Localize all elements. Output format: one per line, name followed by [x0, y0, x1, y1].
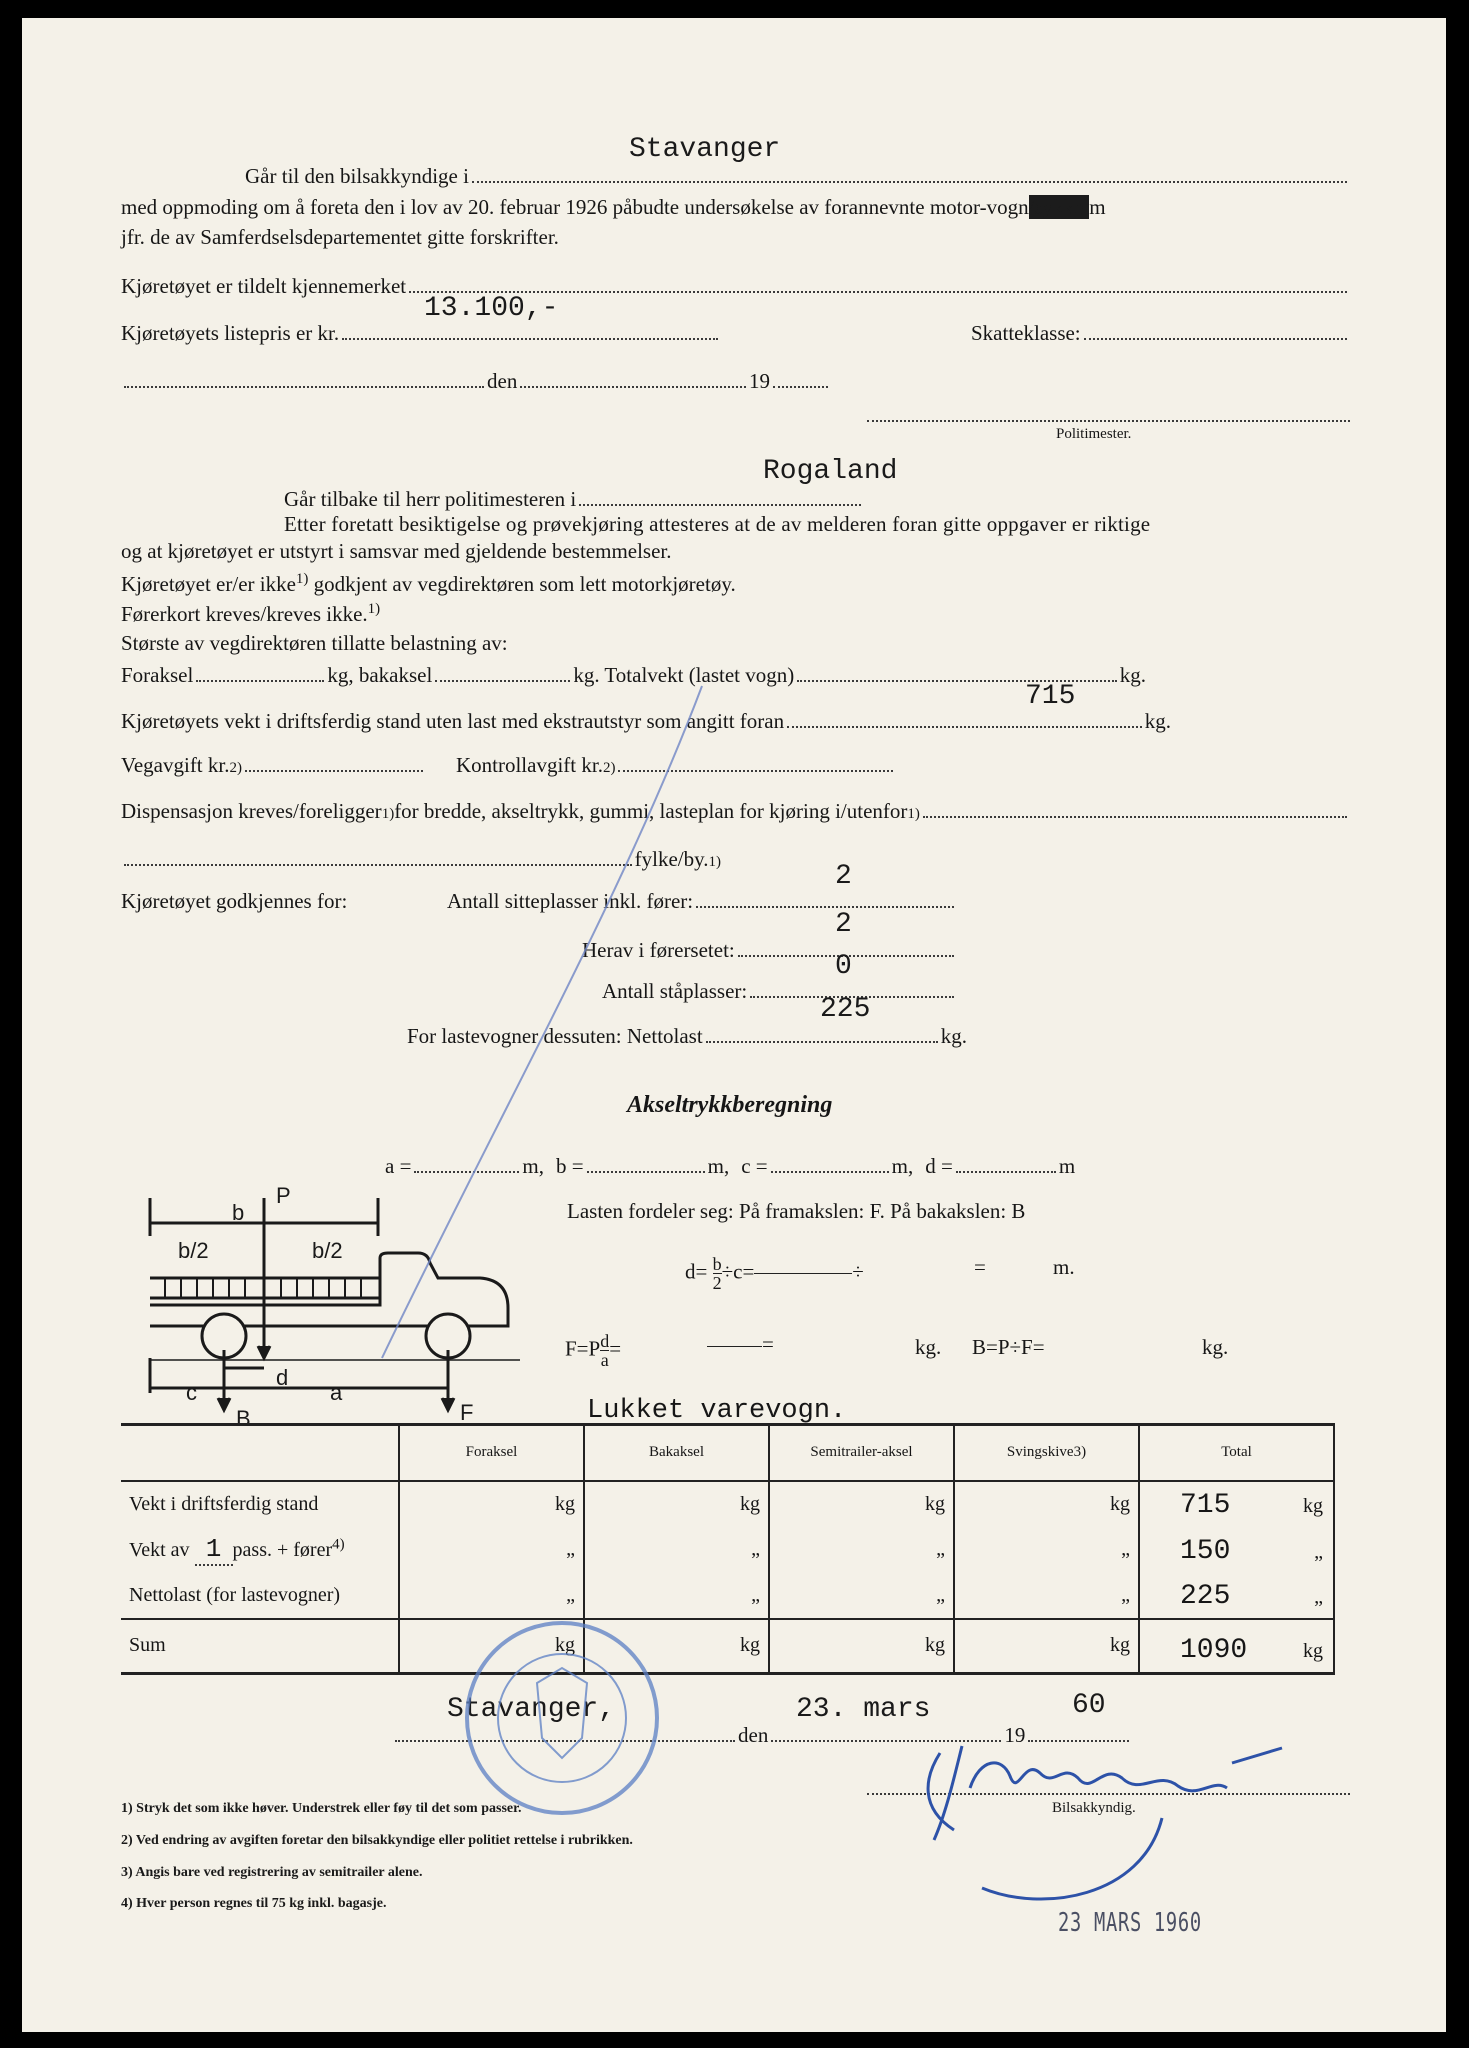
dispensation-label: Dispensasjon kreves/foreligger [121, 799, 382, 823]
table-header-semitrailer-axle: Semitrailer-aksel [769, 1425, 954, 1481]
total-cell [1139, 1527, 1334, 1573]
diagram-label-d: d [276, 1365, 289, 1390]
total-unit: kg [1303, 1639, 1323, 1662]
attest-line-2: og at kjøretøyet er utstyrt i samsvar med gjeldende bestemmelser. [121, 539, 672, 563]
standing-label: Antall ståplasser: [602, 979, 748, 1003]
axle-weight-table [121, 1423, 1335, 1675]
table-cell: „ [954, 1527, 1139, 1573]
row-label-passenger-weight [121, 1527, 399, 1573]
diagram-label-b-half-right: b/2 [312, 1238, 343, 1263]
control-fee-sup: 2) [602, 760, 616, 776]
table-header-total: Total [1139, 1425, 1334, 1481]
d-formula [685, 1255, 864, 1292]
standing-value: 0 [835, 951, 852, 982]
vehicle-type: Lukket varevogn. [587, 1396, 847, 1426]
d-formula-minus: ÷ [852, 1259, 864, 1284]
f-formula-eq: = [609, 1336, 622, 1361]
total-unit: „ [1314, 1540, 1323, 1563]
p-arrow-head [258, 1346, 270, 1358]
request-end: m [1089, 195, 1106, 219]
diagram-label-F: F [460, 1400, 474, 1425]
diagram-label-a: a [330, 1380, 343, 1405]
netload-line [407, 1024, 967, 1049]
table-cell: „ [769, 1527, 954, 1573]
table-header-rear-axle: Bakaksel [584, 1425, 769, 1481]
rear-axle-label: kg, bakaksel [327, 663, 433, 687]
police-chief-label: Politimester. [1056, 426, 1132, 442]
a-label: a = [385, 1154, 412, 1178]
f-formula [565, 1332, 621, 1369]
passenger-count: 1 [195, 1534, 233, 1566]
footnote-1: 1) Stryk det som ikke høver. Understrek eller føy til det som passer. [121, 1801, 522, 1816]
county-label: fylke/by. [634, 847, 709, 871]
dispensation-sup-2: 1) [907, 806, 920, 822]
table-cell: „ [584, 1573, 769, 1619]
netload-value: 225 [820, 994, 871, 1025]
weight-label: Kjøretøyets vekt i driftsferdig stand uten last med ekstrautstyr som angitt foran [121, 709, 785, 733]
seats-value: 2 [835, 861, 852, 892]
approval-text: Kjøretøyet er/er ikke [121, 572, 296, 596]
plate-line [121, 274, 1350, 299]
f-formula-eq2: = [762, 1332, 774, 1356]
total-unit: „ [1314, 1585, 1323, 1608]
addressee-line [245, 164, 1350, 189]
weight-value: 715 [1025, 681, 1076, 712]
total-value: 225 [1180, 1580, 1231, 1612]
total-cell [1139, 1619, 1334, 1674]
row-label-net-load: Nettolast (for lastevogner) [121, 1573, 399, 1619]
axle-load-line [121, 663, 1146, 688]
list-price-value: 13.100,- [424, 293, 559, 324]
license-text: Førerkort kreves/kreves ikke. [121, 602, 368, 626]
passenger-label-sup: 4) [332, 1535, 345, 1552]
dispensation-rest: for bredde, akseltrykk, gummi, lasteplan for kjøring i/utenfor [394, 799, 908, 823]
county-sup: 1) [708, 854, 721, 870]
axle-diagram [140, 1178, 540, 1428]
table-cell: kg [769, 1619, 954, 1674]
table-header-front-axle: Foraksel [399, 1425, 584, 1481]
diagram-label-b: b [232, 1200, 245, 1225]
table-cell: kg [399, 1481, 584, 1527]
table-header-blank [121, 1425, 399, 1481]
tax-class-label: Skatteklasse: [971, 321, 1081, 345]
table-row-sum [121, 1619, 1334, 1674]
dispensation-sup: 1) [381, 806, 395, 822]
f-formula-unit: kg. [915, 1335, 942, 1359]
b-formula-unit: kg. [1202, 1335, 1229, 1359]
approval-line [121, 571, 736, 597]
request-text: med oppmoding om å foreta den i lov av 20. februar 1926 påbudte undersøkelse av forannevnte motor-vogn [121, 195, 1029, 219]
load-distribution: Lasten fordeler seg: På framakslen: F. På bakakslen: B [567, 1199, 1026, 1223]
table-cell: kg [584, 1619, 769, 1674]
struck-text: /sykkel [1028, 195, 1090, 219]
d-over-a [600, 1332, 609, 1369]
b-label: b = [556, 1154, 584, 1178]
f-arrow-head [442, 1398, 454, 1410]
total-unit: kg [1303, 1494, 1323, 1517]
f-formula-den: a [600, 1350, 609, 1370]
table-cell: kg [954, 1619, 1139, 1674]
d-formula-num: b [712, 1254, 722, 1274]
signature-place: Stavanger, [447, 1694, 616, 1725]
driver-seat-line [582, 938, 957, 963]
request-line [121, 195, 1106, 220]
year-prefix: 19 [749, 369, 770, 393]
addressee-label: Går til den bilsakkyndige i [245, 164, 469, 188]
received-date-stamp: 23 MARS 1960 [1058, 1908, 1202, 1938]
table-row [121, 1527, 1334, 1573]
f-formula-left: F=P [565, 1336, 601, 1361]
footnote-3: 3) Angis bare ved registrering av semitrailer alene. [121, 1865, 423, 1880]
total-weight-unit: kg. [1119, 663, 1146, 687]
d-unit: m [1058, 1154, 1076, 1178]
approval-rest: godkjent av vegdirektøren som lett motorkjøretøy. [308, 572, 736, 596]
b-over-2 [713, 1255, 722, 1292]
table-cell: „ [584, 1527, 769, 1573]
table-cell: „ [954, 1573, 1139, 1619]
document-page [22, 18, 1446, 2032]
b-unit: m, [707, 1154, 730, 1178]
footnote-4: 4) Hver person regnes til 75 kg inkl. bagasje. [121, 1896, 387, 1911]
list-price-line [121, 321, 721, 346]
seats-line [447, 889, 957, 914]
table-cell: „ [399, 1573, 584, 1619]
table-cell: kg [584, 1481, 769, 1527]
f-formula-fraction [707, 1332, 774, 1357]
netload-label: For lastevogner dessuten: Nettolast [407, 1024, 703, 1048]
police-district: Rogaland [763, 456, 898, 487]
signature-year-suffix: 60 [1072, 1690, 1106, 1721]
passenger-label-pre: Vekt av [129, 1538, 190, 1561]
signature-date: 23. mars [796, 1694, 931, 1725]
den-label: den [487, 369, 518, 393]
date-line [121, 369, 831, 394]
seats-label: Antall sitteplasser inkl. fører: [447, 889, 694, 913]
table-cell: „ [769, 1573, 954, 1619]
total-cell [1139, 1573, 1334, 1619]
diagram-label-b-half-left: b/2 [178, 1238, 209, 1263]
license-line [121, 601, 380, 627]
signature-year-prefix: 19 [1004, 1723, 1026, 1747]
fee-line [121, 753, 896, 778]
b-arrow-head [218, 1398, 230, 1410]
tax-class-line [971, 321, 1350, 346]
total-weight-label: kg. Totalvekt (lastet vogn) [573, 663, 795, 687]
inspector-signature [928, 1746, 1282, 1899]
weight-line [121, 709, 1171, 734]
diagram-label-c: c [186, 1380, 197, 1405]
return-label: Går tilbake til herr politimesteren i [284, 487, 577, 511]
front-axle-label: Foraksel [121, 663, 194, 687]
table-header-turntable: Svingskive3) [954, 1425, 1139, 1481]
b-formula: B=P÷F= [972, 1335, 1045, 1359]
driver-seat-label: Herav i førersetet: [582, 938, 735, 962]
truck-drawing [150, 1198, 520, 1410]
control-fee-label: Kontrollavgift kr. [455, 753, 603, 777]
weight-unit: kg. [1144, 709, 1171, 733]
signature-date-line [392, 1723, 1132, 1748]
max-load-line: Største av vegdirektøren tillatte belastning av: [121, 631, 508, 655]
list-price-label: Kjøretøyets listepris er kr. [121, 321, 340, 345]
table-cell: kg [399, 1619, 584, 1674]
table-cell: kg [769, 1481, 954, 1527]
inspector-title: Bilsakkyndig. [1052, 1800, 1136, 1816]
addressee-city: Stavanger [629, 134, 781, 165]
total-value: 1090 [1180, 1634, 1248, 1666]
table-row [121, 1481, 1334, 1527]
road-fee-label: Vegavgift kr. [121, 753, 230, 777]
d-formula-eq: = [974, 1255, 986, 1279]
diagram-label-B: B [236, 1406, 251, 1428]
d-formula-right: ÷c= [721, 1259, 755, 1284]
road-fee-sup: 2) [229, 760, 242, 776]
approval-sup: 1) [295, 571, 309, 587]
return-line [284, 487, 864, 512]
approved-for-label: Kjøretøyet godkjennes for: [121, 889, 348, 913]
signature-den: den [738, 1723, 769, 1747]
netload-unit: kg. [940, 1024, 967, 1048]
standing-line [602, 979, 957, 1004]
d-label: d = [925, 1154, 953, 1178]
d-formula-left: d= [685, 1259, 708, 1284]
driver-seat-value: 2 [835, 909, 852, 940]
attest-line-1: Etter foretatt besiktigelse og prøvekjøring attesteres at de av melderen foran gitte oppgaver er riktige [284, 512, 1151, 536]
row-label-operational-weight: Vekt i driftsferdig stand [121, 1481, 399, 1527]
d-formula-unit: m. [1053, 1255, 1075, 1279]
table-cell: „ [399, 1527, 584, 1573]
dispensation-line [121, 799, 1350, 824]
regulations-line: jfr. de av Samferdselsdepartementet gitte forskrifter. [121, 225, 559, 249]
row-label-sum: Sum [121, 1619, 399, 1674]
c-label: c = [741, 1154, 768, 1178]
abcd-line [385, 1154, 1115, 1179]
table-row [121, 1573, 1334, 1619]
a-unit: m, [522, 1154, 545, 1178]
axle-calc-title: Akseltrykkberegning [627, 1092, 833, 1118]
d-formula-den: 2 [712, 1273, 722, 1293]
passenger-label-post: pass. + fører [232, 1538, 333, 1561]
footnote-2: 2) Ved endring av avgiften foretar den bilsakkyndige eller politiet rettelse i rubrikken. [121, 1833, 633, 1848]
total-cell [1139, 1481, 1334, 1527]
diagram-label-p: P [276, 1183, 291, 1208]
f-formula-num: d [600, 1331, 610, 1351]
c-unit: m, [891, 1154, 914, 1178]
county-line [121, 847, 721, 872]
license-sup: 1) [367, 601, 381, 617]
total-value: 150 [1180, 1535, 1231, 1567]
table-header-row [121, 1425, 1334, 1481]
table-cell: kg [954, 1481, 1139, 1527]
plate-label: Kjøretøyet er tildelt kjennemerket [121, 274, 407, 298]
total-value: 715 [1180, 1489, 1231, 1521]
